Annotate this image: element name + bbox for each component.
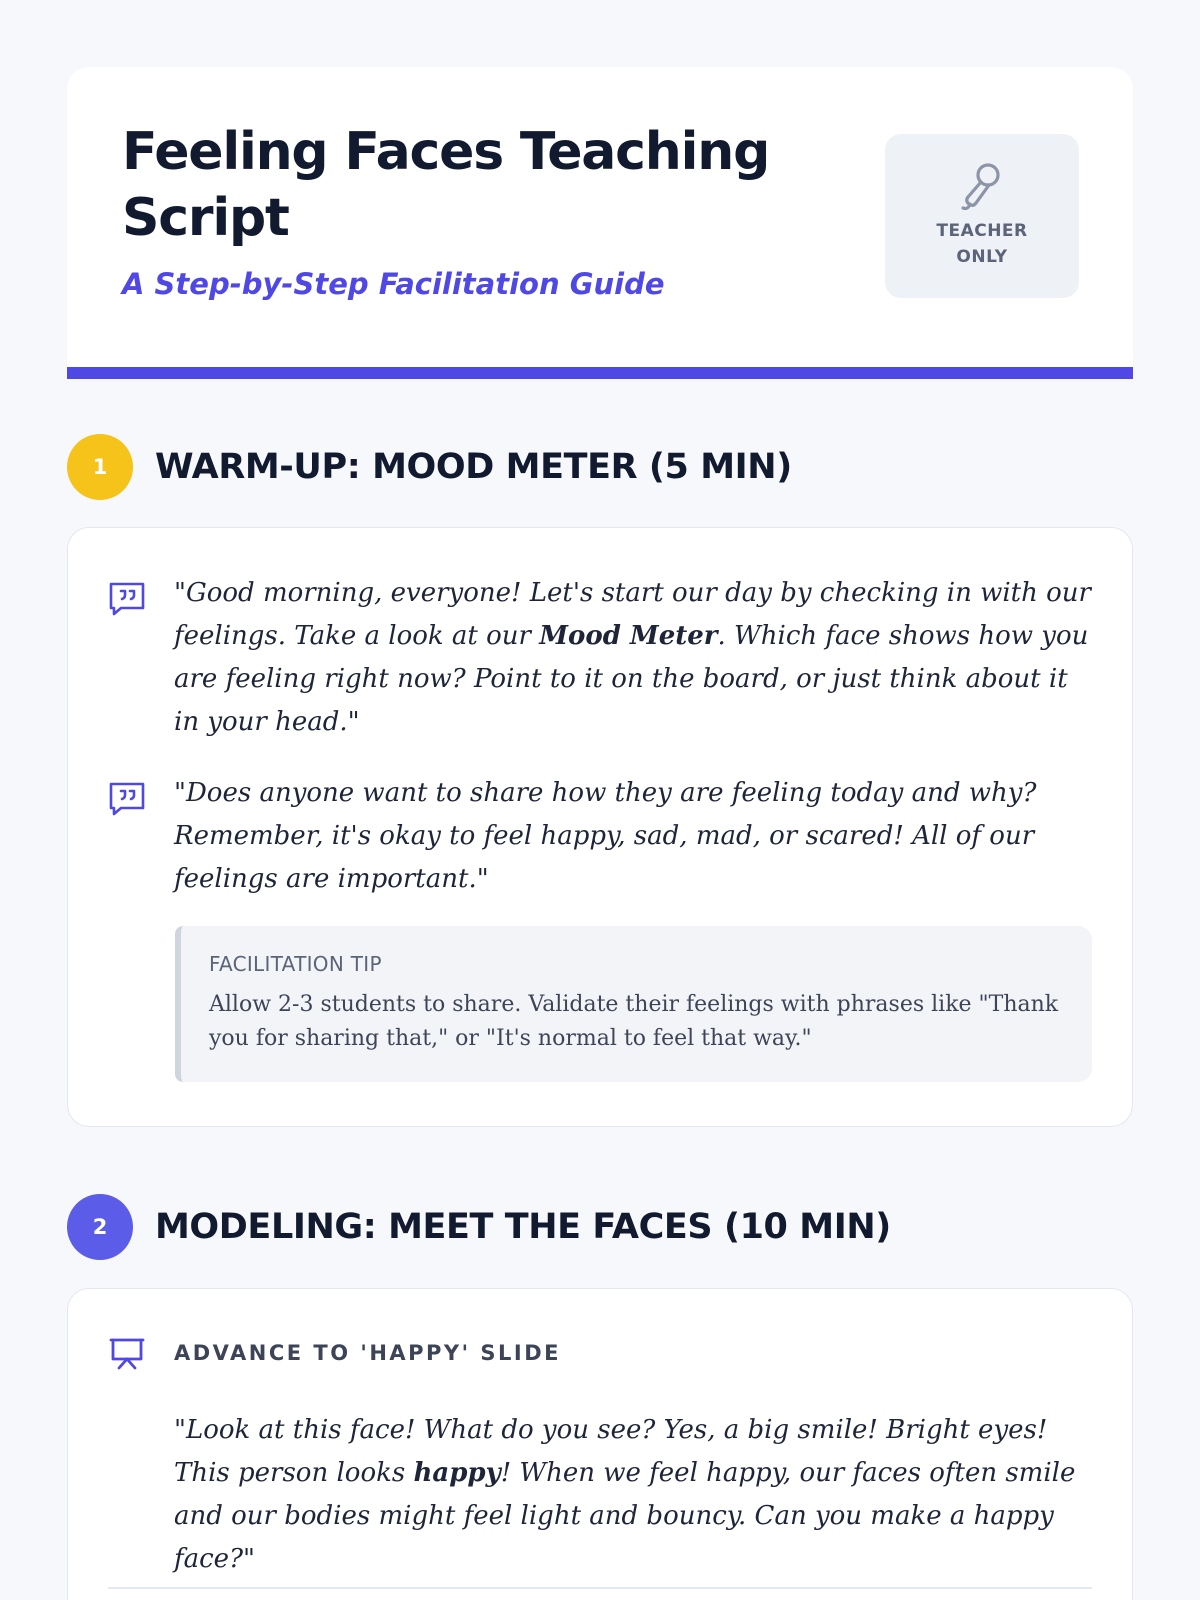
badge-line-1: TEACHER: [936, 221, 1028, 241]
quote-text-part: ! When we feel happy, our faces often smile and our bodies might feel light and bouncy. Can you make a happy face?": [174, 1458, 1076, 1574]
section-1-header: [67, 434, 792, 500]
speech-bubble-icon: [108, 580, 146, 618]
page-subtitle: A Step-by-Step Facilitation Guide: [122, 267, 665, 301]
quote-text: [174, 1409, 1092, 1581]
header-accent-bar: [67, 367, 1133, 379]
slide-action-label: ADVANCE TO 'HAPPY' SLIDE: [174, 1341, 561, 1365]
quote-text-part: . Which face shows how you are feeling right now? Point to it on the board, or just think about it in your head.": [174, 621, 1089, 737]
quote-text: [174, 572, 1092, 744]
quote-emphasis: Mood Meter: [539, 621, 718, 651]
script-quote: [174, 1409, 1092, 1581]
tip-text: Allow 2-3 students to share. Validate their feelings with phrases like "Thank you for sharing that," or "It's normal to feel that way.": [209, 992, 1059, 1051]
speech-bubble-icon: [108, 780, 146, 818]
header-card: [67, 67, 1133, 379]
script-quote: [108, 772, 1092, 901]
presentation-icon: [108, 1335, 146, 1373]
slide-action: [108, 1331, 1092, 1373]
section-title: WARM-UP: MOOD METER (5 MIN): [155, 447, 792, 487]
section-2-header: [67, 1194, 891, 1260]
divider: [108, 1587, 1092, 1589]
facilitation-tip: [175, 926, 1092, 1082]
section-2-card: [67, 1288, 1133, 1600]
step-number-badge: 2: [67, 1194, 133, 1260]
teacher-only-badge: [885, 134, 1079, 298]
quote-text-part: "Good morning, everyone! Let's start our day by checking in with our feelings. Take a look at our: [174, 578, 1091, 651]
badge-line-2: ONLY: [956, 247, 1008, 267]
microphone-icon: [959, 160, 1005, 212]
step-number-badge: 1: [67, 434, 133, 500]
quote-text: "Does anyone want to share how they are feeling today and why? Remember, it's okay to feel happy, sad, mad, or scared! All of our feelings are important.": [174, 778, 1037, 894]
quote-emphasis: happy: [413, 1458, 501, 1488]
page-title: Feeling Faces Teaching Script: [122, 122, 770, 248]
section-1-card: [67, 527, 1133, 1127]
quote-text-part: "Look at this face! What do you see? Yes, a big smile! Bright eyes! This person looks: [174, 1415, 1048, 1488]
script-quote: [108, 572, 1092, 744]
section-title: MODELING: MEET THE FACES (10 MIN): [155, 1207, 891, 1247]
tip-label: FACILITATION TIP: [209, 952, 382, 976]
badge-text: [885, 218, 1079, 270]
